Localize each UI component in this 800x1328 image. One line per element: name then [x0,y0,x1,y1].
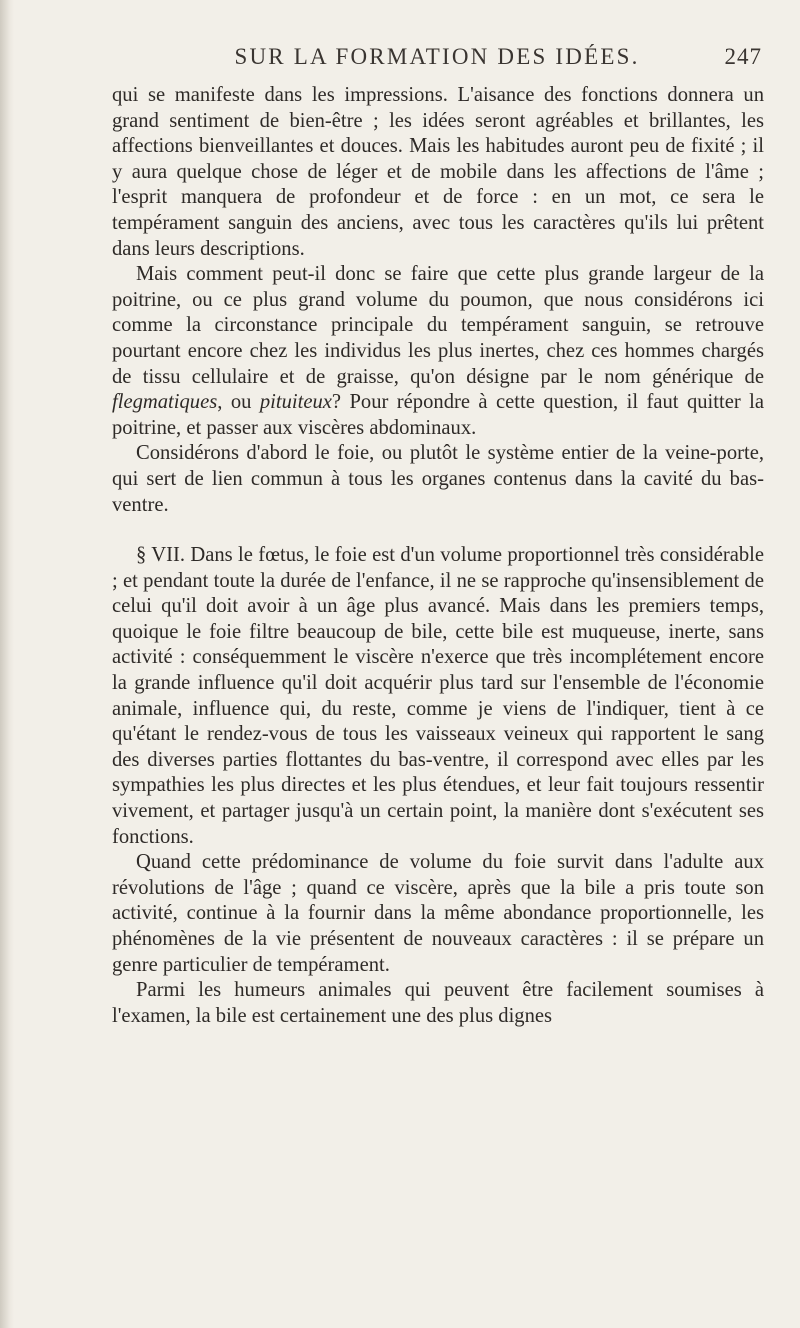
body-text [112,83,764,1029]
paragraph-2-text-c: ? Pour répondre à cette question, il faut quitter la poitrine, et passer aux viscères abdominaux. [112,391,764,439]
paragraph-2-text-b: , ou [217,391,260,414]
term-pituiteux: pituiteux [259,391,332,414]
running-title: SUR LA FORMATION DES IDÉES. [234,44,640,69]
term-flegmatiques: flegmatiques [112,391,218,414]
paragraph-5: Quand cette prédominance de volume du foie survit dans l'adulte aux révolutions de l'âge ; quand ce viscère, après que la bile a pris toute son activité, continue à la fournir dans la même abondance proportionnelle, les phénomènes de la vie présentent de nouveaux caractères : il se prépare un genre particulier de tempérament. [112,851,764,976]
paragraph-6: Parmi les humeurs animales qui peuvent être facilement soumises à l'examen, la bile est certainement une des plus dignes [112,979,764,1027]
section-7-paragraph: § VII. Dans le fœtus, le foie est d'un volume proportionnel très considérable ; et pendant toute la durée de l'enfance, il ne se rapproche qu'insensiblement de celui qu'il doit avoir à un âge plus avancé. Mais dans les premiers temps, quoique le foie filtre beaucoup de bile, cette bile est muqueuse, inerte, sans activité : conséquemment le viscère n'exerce que très incomplétement encore la grande influence qu'il doit acquérir plus tard sur l'ensemble de l'économie animale, influence qui, du reste, comme je viens de l'indiquer, tient à ce qu'étant le rendez-vous de tous les vaisseaux veineux qui rapportent le sang des diverses parties flottantes du bas-ventre, il correspond avec elles par les sympathies les plus directes et les plus étendues, et leur fait toujours ressentir vivement, et partager jusqu'à un certain point, la manière dont s'exécutent ses fonctions. [112,544,764,848]
paragraph-1: qui se manifeste dans les impressions. L'aisance des fonctions donnera un grand sentiment de bien-être ; les idées seront agréables et brillantes, les affections bienveillantes et douces. Mais les habitudes auront peu de fixité ; il y aura quelque chose de léger et de mobile dans les affections de l'âme ; l'esprit manquera de profondeur et de force : en un mot, ce sera le tempérament sanguin des anciens, avec tous les caractères qu'ils lui prêtent dans leurs descriptions. [112,84,764,260]
paragraph-3: Considérons d'abord le foie, ou plutôt le système entier de la veine-porte, qui sert de lien commun à tous les organes contenus dans la cavité du bas-ventre. [112,442,764,516]
paragraph-2 [112,262,764,441]
page-number: 247 [724,44,762,69]
page-header [112,44,762,78]
paragraph-2-text-a: Mais comment peut-il donc se faire que cette plus grande largeur de la poitrine, ou ce plus grand volume du poumon, que nous considérons ici comme la circonstance principale du tempérament sanguin, se retrouve pourtant encore chez les individus les plus inertes, chez ces hommes chargés de tissu cellulaire et de graisse, qu'on désigne par le nom générique de [112,263,764,388]
page-gutter-shadow [0,0,14,1328]
